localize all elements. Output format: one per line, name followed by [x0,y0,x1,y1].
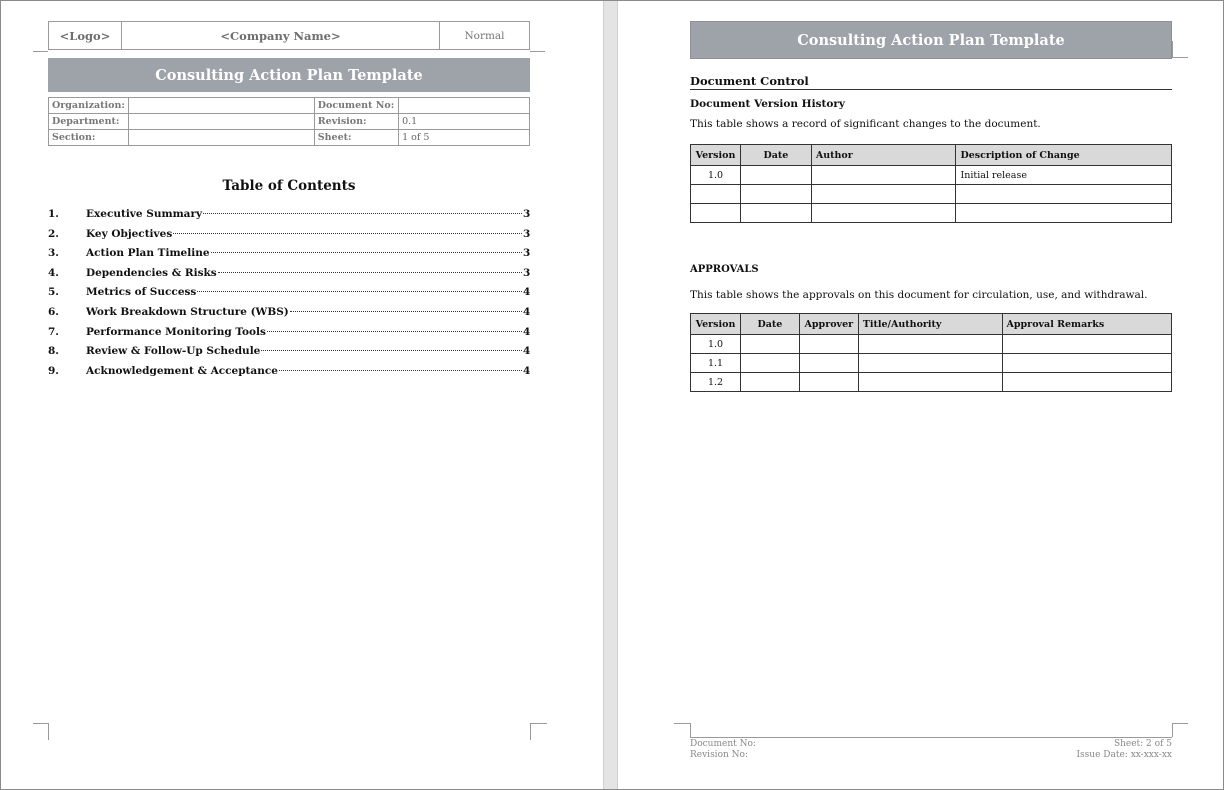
crop-mark [1172,41,1173,57]
table-cell[interactable] [858,335,1002,354]
table-row [691,335,1172,354]
table-row [691,185,1172,204]
approvals-heading: APPROVALS [690,264,759,275]
table-cell[interactable] [691,204,741,223]
table-cell[interactable] [858,354,1002,373]
revision-value[interactable]: 0.1 [399,114,530,130]
page-gutter [603,0,618,790]
page-1 [0,0,603,790]
crop-mark [33,51,48,52]
table-cell[interactable] [858,373,1002,392]
crop-mark [530,51,545,52]
table-row [691,354,1172,373]
toc-item-title: Key Objectives [86,227,173,240]
document-no-label: Document No: [314,98,398,114]
toc-item-title: Metrics of Success [86,286,197,299]
sheet-label: Sheet: [314,130,398,146]
footer-document-no: Document No: [690,739,756,749]
crop-mark [690,723,691,737]
table-row [691,204,1172,223]
document-no-value[interactable] [399,98,530,114]
toc-item-number: 8. [48,345,59,358]
toc-item-number: 4. [48,266,59,279]
toc-leader [218,272,522,273]
table-cell[interactable] [799,373,858,392]
column-header: Author [811,145,956,166]
toc-item-number: 3. [48,247,59,260]
footer-issue-date: Issue Date: xx-xxx-xx [1076,750,1172,760]
toc-item-number: 2. [48,227,59,240]
column-header: Approval Remarks [1002,314,1171,335]
organization-label: Organization: [49,98,129,114]
table-cell[interactable] [1002,354,1171,373]
table-row [691,166,1172,185]
footer-sheet: Sheet: 2 of 5 [1113,739,1172,749]
table-cell[interactable] [740,166,811,185]
column-header: Version [691,314,741,335]
table-cell[interactable]: 1.0 [691,335,741,354]
column-header: Description of Change [956,145,1172,166]
toc-item[interactable] [48,286,530,306]
version-history-text: This table shows a record of significant changes to the document. [690,118,1041,130]
toc-leader [211,252,522,253]
table-cell[interactable] [691,185,741,204]
toc-item-page: 4 [523,305,531,318]
company-name: <Company Name> [122,22,440,49]
organization-value[interactable] [128,98,314,114]
table-cell[interactable] [811,204,956,223]
toc-item[interactable] [48,208,530,228]
toc-item-title: Review & Follow-Up Schedule [86,345,261,358]
column-header: Version [691,145,741,166]
table-cell[interactable] [740,335,799,354]
toc-item[interactable] [48,306,530,326]
toc-item-title: Acknowledgement & Acceptance [86,364,278,377]
toc-leader [267,331,522,332]
toc-item-page: 4 [523,325,531,338]
table-cell[interactable] [740,185,811,204]
approvals-text: This table shows the approvals on this document for circulation, use, and withdrawal. [690,289,1148,301]
toc-leader [261,350,522,351]
toc-item-page: 3 [523,227,531,240]
document-control-heading: Document Control [690,74,1172,90]
column-header: Date [740,145,811,166]
section-label: Section: [49,130,129,146]
page-header [48,21,530,50]
footer-right [1077,739,1173,761]
toc-item[interactable] [48,345,530,365]
column-header: Title/Authority [858,314,1002,335]
crop-mark [33,723,48,724]
toc-item[interactable] [48,365,530,385]
table-cell[interactable]: 1.0 [691,166,741,185]
table-cell[interactable] [740,354,799,373]
toc-item-number: 6. [48,305,59,318]
table-cell[interactable] [740,204,811,223]
toc-item[interactable] [48,228,530,248]
logo-placeholder: <Logo> [49,22,122,49]
document-meta-table [48,97,530,146]
toc-item-title: Executive Summary [86,208,203,220]
toc-item-title: Work Breakdown Structure (WBS) [86,305,289,318]
table-cell[interactable]: Initial release [956,166,1172,185]
toc-leader [173,233,522,234]
table-cell[interactable] [740,373,799,392]
table-cell[interactable] [799,354,858,373]
crop-mark [530,723,547,724]
toc-item-title: Action Plan Timeline [86,247,210,260]
crop-mark [1172,723,1173,737]
toc-item[interactable] [48,267,530,287]
version-history-table [690,144,1172,223]
table-cell[interactable] [811,166,956,185]
approvals-table [690,313,1172,392]
toc-item-number: 9. [48,364,59,377]
sheet-value[interactable]: 1 of 5 [399,130,530,146]
column-header: Date [740,314,799,335]
crop-mark [1172,723,1188,724]
toc-item-number: 7. [48,325,59,338]
table-cell[interactable] [956,185,1172,204]
toc-item-page: 4 [523,364,531,377]
footer-left [690,739,756,761]
version-history-heading: Document Version History [690,98,845,110]
toc-item-page: 3 [523,266,531,279]
toc-title: Table of Contents [222,178,356,194]
toc-item-number: 1. [48,208,59,220]
section-value[interactable] [128,130,314,146]
toc-item-number: 5. [48,286,59,299]
style-label: Normal [464,29,505,42]
document-title-banner: Consulting Action Plan Template [690,21,1172,59]
table-row [691,373,1172,392]
toc-leader [203,213,522,214]
toc-item-page: 4 [523,345,531,358]
toc-leader [279,370,522,371]
table-cell[interactable] [1002,335,1171,354]
toc-item-page: 4 [523,286,531,299]
toc-item[interactable] [48,247,530,267]
table-cell[interactable] [956,204,1172,223]
toc-item-title: Dependencies & Risks [86,266,217,279]
table-cell[interactable] [1002,373,1171,392]
crop-mark [530,723,531,740]
toc-item-page: 3 [523,208,531,220]
crop-mark [1172,57,1188,58]
department-label: Department: [49,114,129,130]
toc-item[interactable] [48,326,530,346]
footer-divider [690,737,1172,738]
department-value[interactable] [128,114,314,130]
crop-mark [48,723,49,740]
column-header: Approver [799,314,858,335]
page-2 [618,0,1224,790]
footer-revision-no: Revision No: [690,750,748,760]
toc-leader [197,291,522,292]
revision-label: Revision: [314,114,398,130]
table-cell[interactable] [811,185,956,204]
crop-mark [674,723,690,724]
document-title-banner: Consulting Action Plan Template [48,58,530,92]
toc-item-title: Performance Monitoring Tools [86,325,266,338]
table-cell[interactable] [799,335,858,354]
toc-item-page: 3 [523,247,531,260]
table-of-contents [48,208,530,384]
toc-leader [290,311,522,312]
table-cell[interactable]: 1.2 [691,373,741,392]
table-cell[interactable]: 1.1 [691,354,741,373]
